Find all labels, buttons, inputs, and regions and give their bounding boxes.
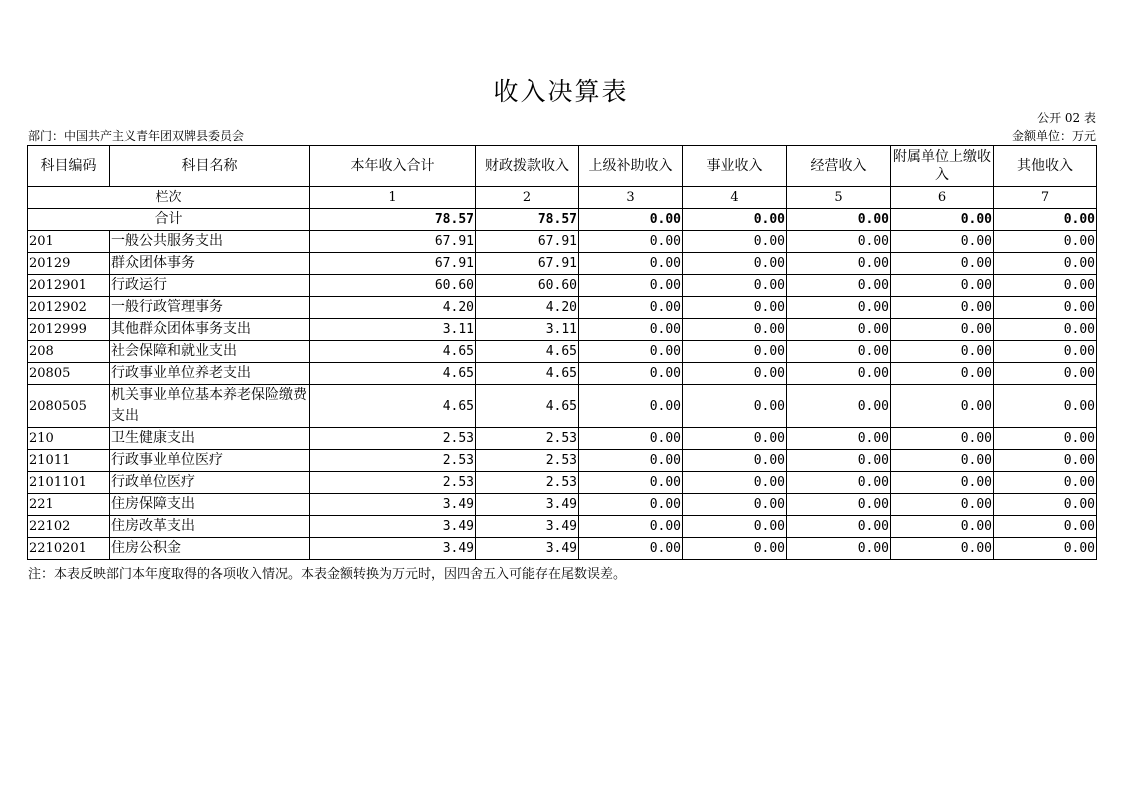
- header-fiscal: 财政拨款收入: [476, 146, 579, 187]
- amount-cell: 4.65: [476, 341, 579, 363]
- amount-cell: 4.20: [476, 297, 579, 319]
- amount-cell: 0.00: [994, 231, 1097, 253]
- amount-cell: 0.00: [579, 428, 683, 450]
- amount-cell: 67.91: [310, 231, 476, 253]
- amount-cell: 0.00: [579, 297, 683, 319]
- amount-cell: 0.00: [579, 275, 683, 297]
- amount-cell: 0.00: [579, 319, 683, 341]
- subject-code: 20129: [28, 253, 110, 275]
- subject-name: 住房保障支出: [110, 494, 310, 516]
- amount-cell: 67.91: [476, 231, 579, 253]
- subject-name: 一般行政管理事务: [110, 297, 310, 319]
- amount-cell: 0.00: [891, 428, 994, 450]
- total-value: 0.00: [579, 209, 683, 231]
- subject-code: 2101101: [28, 472, 110, 494]
- amount-cell: 0.00: [787, 253, 891, 275]
- amount-cell: 0.00: [579, 341, 683, 363]
- amount-cell: 0.00: [683, 450, 787, 472]
- table-row: [28, 538, 1097, 560]
- subject-code: 2210201: [28, 538, 110, 560]
- subject-name: 行政事业单位养老支出: [110, 363, 310, 385]
- amount-cell: 2.53: [310, 450, 476, 472]
- amount-cell: 0.00: [787, 363, 891, 385]
- footnote: 注：本表反映部门本年度取得的各项收入情况。本表金额转换为万元时，因四舍五入可能存在尾数误差。: [28, 567, 627, 582]
- subject-code: 20805: [28, 363, 110, 385]
- column-number: 5: [787, 187, 891, 209]
- table-row: [28, 472, 1097, 494]
- column-number: 2: [476, 187, 579, 209]
- amount-cell: 0.00: [683, 231, 787, 253]
- subject-name: 行政事业单位医疗: [110, 450, 310, 472]
- table-row: [28, 494, 1097, 516]
- amount-cell: 0.00: [579, 231, 683, 253]
- subject-name: 住房改革支出: [110, 516, 310, 538]
- total-label: 合计: [28, 209, 310, 231]
- subject-code: 2012902: [28, 297, 110, 319]
- subject-code: 2012999: [28, 319, 110, 341]
- amount-cell: 0.00: [787, 385, 891, 428]
- amount-cell: 0.00: [683, 319, 787, 341]
- amount-cell: 0.00: [994, 428, 1097, 450]
- table-row: [28, 275, 1097, 297]
- subject-code: 201: [28, 231, 110, 253]
- amount-cell: 2.53: [476, 472, 579, 494]
- table-row: [28, 450, 1097, 472]
- table-header-row: [28, 146, 1097, 187]
- subject-name: 住房公积金: [110, 538, 310, 560]
- amount-cell: 0.00: [994, 538, 1097, 560]
- amount-cell: 0.00: [994, 341, 1097, 363]
- subject-code: 22102: [28, 516, 110, 538]
- header-business: 事业收入: [683, 146, 787, 187]
- subject-name: 一般公共服务支出: [110, 231, 310, 253]
- amount-cell: 0.00: [683, 297, 787, 319]
- amount-cell: 67.91: [310, 253, 476, 275]
- amount-cell: 0.00: [891, 275, 994, 297]
- amount-cell: 0.00: [683, 538, 787, 560]
- table-row: [28, 319, 1097, 341]
- amount-cell: 3.11: [476, 319, 579, 341]
- total-value: 0.00: [994, 209, 1097, 231]
- amount-cell: 2.53: [476, 450, 579, 472]
- header-operating: 经营收入: [787, 146, 891, 187]
- amount-cell: 0.00: [683, 341, 787, 363]
- amount-cell: 67.91: [476, 253, 579, 275]
- column-number: 7: [994, 187, 1097, 209]
- department-label: 部门：中国共产主义青年团双牌县委员会: [28, 129, 245, 143]
- subject-code: 21011: [28, 450, 110, 472]
- amount-cell: 0.00: [994, 297, 1097, 319]
- amount-cell: 4.65: [476, 363, 579, 385]
- amount-cell: 0.00: [579, 450, 683, 472]
- amount-cell: 0.00: [579, 472, 683, 494]
- amount-cell: 0.00: [891, 385, 994, 428]
- amount-cell: 0.00: [787, 450, 891, 472]
- table-row: [28, 516, 1097, 538]
- total-value: 0.00: [683, 209, 787, 231]
- amount-cell: 0.00: [787, 538, 891, 560]
- amount-cell: 0.00: [683, 275, 787, 297]
- amount-cell: 0.00: [891, 297, 994, 319]
- amount-cell: 0.00: [891, 450, 994, 472]
- header-name: 科目名称: [110, 146, 310, 187]
- amount-cell: 0.00: [994, 472, 1097, 494]
- amount-cell: 0.00: [891, 231, 994, 253]
- amount-cell: 0.00: [994, 253, 1097, 275]
- amount-cell: 3.11: [310, 319, 476, 341]
- income-table: [27, 145, 1097, 560]
- amount-cell: 3.49: [476, 494, 579, 516]
- total-row: [28, 209, 1097, 231]
- subject-code: 2012901: [28, 275, 110, 297]
- amount-cell: 0.00: [891, 494, 994, 516]
- subject-name: 行政单位医疗: [110, 472, 310, 494]
- subject-name: 行政运行: [110, 275, 310, 297]
- amount-cell: 2.53: [310, 472, 476, 494]
- total-value: 78.57: [310, 209, 476, 231]
- amount-cell: 0.00: [787, 297, 891, 319]
- header-other: 其他收入: [994, 146, 1097, 187]
- column-number: 3: [579, 187, 683, 209]
- amount-cell: 0.00: [787, 472, 891, 494]
- amount-cell: 0.00: [579, 538, 683, 560]
- amount-cell: 0.00: [787, 494, 891, 516]
- amount-cell: 3.49: [310, 516, 476, 538]
- amount-cell: 0.00: [683, 516, 787, 538]
- subject-code: 2080505: [28, 385, 110, 428]
- amount-cell: 0.00: [891, 253, 994, 275]
- amount-cell: 0.00: [891, 363, 994, 385]
- table-row: [28, 297, 1097, 319]
- table-row: [28, 428, 1097, 450]
- header-affiliated: 附属单位上缴收入: [891, 146, 994, 187]
- amount-cell: 4.65: [476, 385, 579, 428]
- subject-name: 其他群众团体事务支出: [110, 319, 310, 341]
- amount-cell: 2.53: [476, 428, 579, 450]
- amount-cell: 4.65: [310, 341, 476, 363]
- subject-name: 群众团体事务: [110, 253, 310, 275]
- amount-cell: 0.00: [994, 494, 1097, 516]
- amount-cell: 4.65: [310, 385, 476, 428]
- amount-cell: 0.00: [787, 319, 891, 341]
- amount-cell: 0.00: [787, 341, 891, 363]
- amount-cell: 0.00: [579, 516, 683, 538]
- total-value: 0.00: [787, 209, 891, 231]
- amount-cell: 0.00: [891, 472, 994, 494]
- table-row: [28, 231, 1097, 253]
- column-number-label: 栏次: [28, 187, 310, 209]
- amount-cell: 3.49: [310, 494, 476, 516]
- amount-cell: 0.00: [579, 385, 683, 428]
- amount-cell: 0.00: [787, 516, 891, 538]
- amount-cell: 3.49: [476, 538, 579, 560]
- amount-cell: 0.00: [683, 494, 787, 516]
- table-row: [28, 385, 1097, 428]
- table-row: [28, 341, 1097, 363]
- amount-cell: 0.00: [579, 494, 683, 516]
- amount-cell: 0.00: [891, 341, 994, 363]
- subject-code: 210: [28, 428, 110, 450]
- amount-cell: 60.60: [310, 275, 476, 297]
- table-row: [28, 253, 1097, 275]
- column-number: 4: [683, 187, 787, 209]
- amount-cell: 0.00: [994, 516, 1097, 538]
- amount-cell: 0.00: [994, 363, 1097, 385]
- amount-cell: 3.49: [310, 538, 476, 560]
- amount-cell: 0.00: [683, 385, 787, 428]
- subject-name: 社会保障和就业支出: [110, 341, 310, 363]
- amount-cell: 0.00: [579, 253, 683, 275]
- form-code: 公开 02 表: [1037, 111, 1096, 125]
- amount-cell: 0.00: [891, 538, 994, 560]
- amount-cell: 0.00: [787, 275, 891, 297]
- amount-cell: 0.00: [994, 319, 1097, 341]
- amount-cell: 0.00: [787, 428, 891, 450]
- amount-cell: 0.00: [994, 275, 1097, 297]
- column-number-row: [28, 187, 1097, 209]
- column-number: 1: [310, 187, 476, 209]
- amount-cell: 0.00: [994, 385, 1097, 428]
- amount-cell: 2.53: [310, 428, 476, 450]
- header-total: 本年收入合计: [310, 146, 476, 187]
- table-row: [28, 363, 1097, 385]
- total-value: 78.57: [476, 209, 579, 231]
- total-value: 0.00: [891, 209, 994, 231]
- amount-cell: 4.20: [310, 297, 476, 319]
- amount-cell: 0.00: [787, 231, 891, 253]
- amount-cell: 4.65: [310, 363, 476, 385]
- amount-cell: 0.00: [891, 516, 994, 538]
- amount-cell: 0.00: [683, 253, 787, 275]
- amount-unit-label: 金额单位：万元: [1011, 129, 1096, 143]
- header-code: 科目编码: [28, 146, 110, 187]
- amount-cell: 3.49: [476, 516, 579, 538]
- amount-cell: 0.00: [994, 450, 1097, 472]
- column-number: 6: [891, 187, 994, 209]
- amount-cell: 0.00: [683, 428, 787, 450]
- subject-name: 机关事业单位基本养老保险缴费支出: [110, 385, 310, 428]
- header-superior: 上级补助收入: [579, 146, 683, 187]
- subject-name: 卫生健康支出: [110, 428, 310, 450]
- amount-cell: 0.00: [891, 319, 994, 341]
- subject-code: 208: [28, 341, 110, 363]
- report-title: 收入决算表: [493, 77, 629, 106]
- subject-code: 221: [28, 494, 110, 516]
- amount-cell: 0.00: [683, 472, 787, 494]
- amount-cell: 0.00: [683, 363, 787, 385]
- amount-cell: 0.00: [579, 363, 683, 385]
- amount-cell: 60.60: [476, 275, 579, 297]
